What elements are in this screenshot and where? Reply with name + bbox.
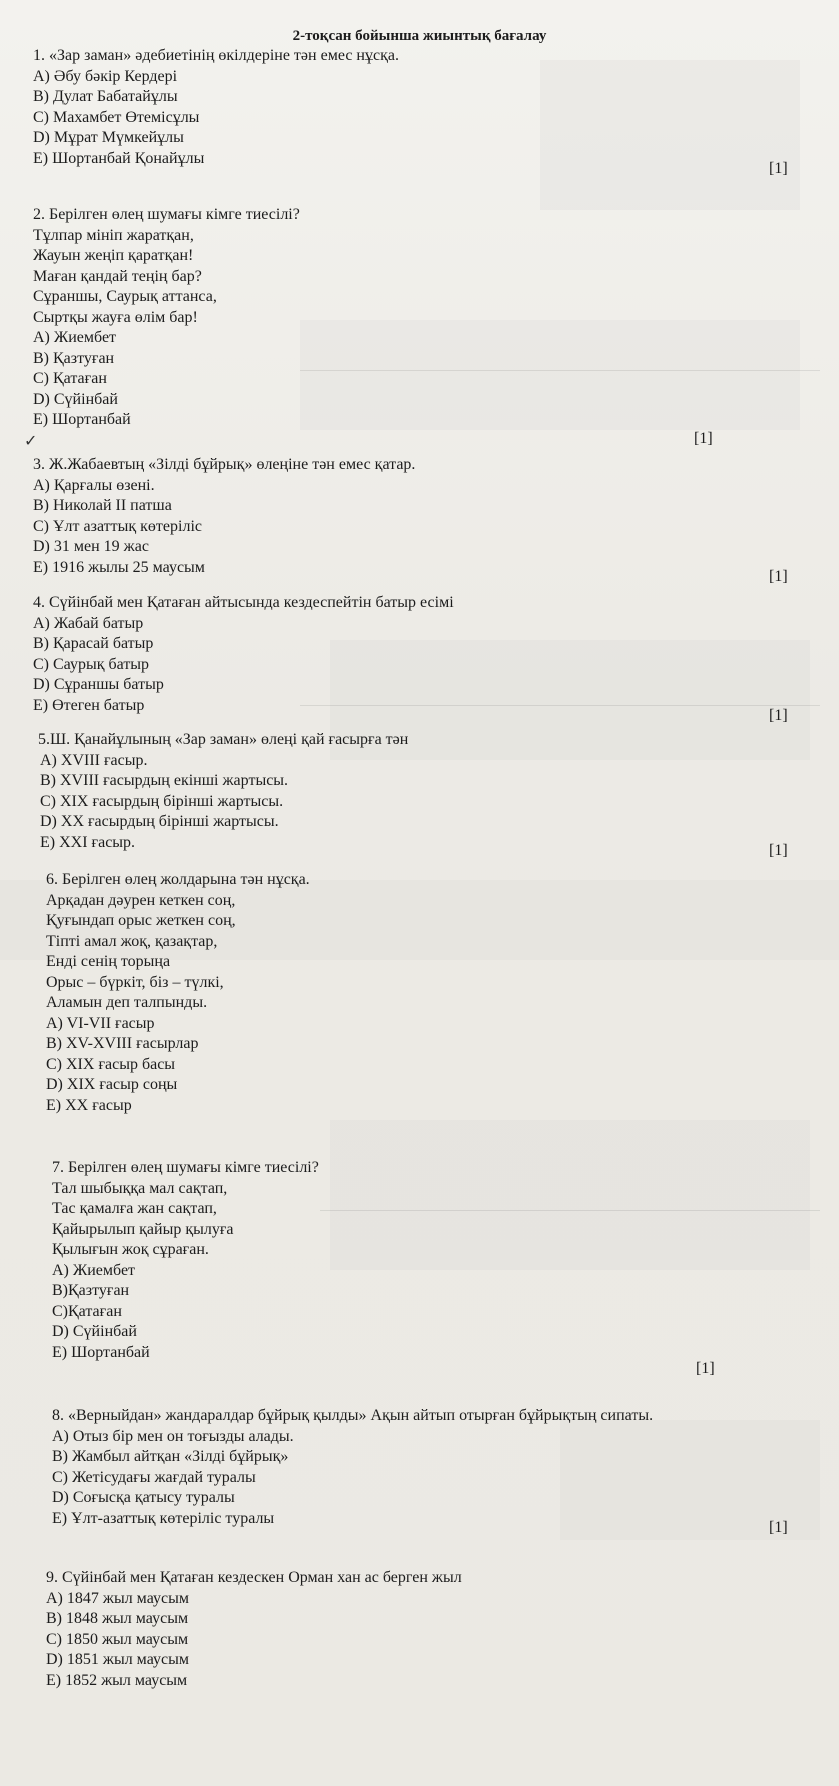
answer-option: E) Шортанбай Қонайұлы xyxy=(33,149,205,167)
answer-option: B) 1848 жыл маусым xyxy=(46,1610,189,1627)
question-7 xyxy=(52,1158,319,1363)
score-mark: [1] xyxy=(696,1360,715,1377)
bleed-through-block xyxy=(330,1120,810,1270)
bleed-through-block xyxy=(540,60,800,210)
question-text: 9. Сүйінбай мен Қатаған кездескен Орман хан ас берген жыл xyxy=(46,1569,462,1586)
page-title: 2-тоқсан бойынша жиынтық бағалау xyxy=(292,28,547,44)
answer-option: B) Қазтуған xyxy=(33,349,115,367)
answer-option: D) XIX ғасыр соңы xyxy=(46,1076,178,1093)
question-6 xyxy=(46,870,310,1116)
verse-line: Арқадан дәурен кеткен соң, xyxy=(46,891,236,909)
answer-option: A) Әбу бәкір Кердері xyxy=(33,67,178,85)
answer-option: C) Қатаған xyxy=(33,370,107,387)
verse-line: Орыс – бүркіт, біз – түлкі, xyxy=(46,973,224,991)
answer-option: D) Соғысқа қатысу туралы xyxy=(52,1489,235,1506)
question-2 xyxy=(33,205,300,431)
answer-option: D) 31 мен 19 жас xyxy=(33,538,149,555)
answer-option: D) 1851 жыл маусым xyxy=(46,1651,189,1668)
score-mark: [1] xyxy=(769,160,788,177)
bleed-through-line xyxy=(320,1210,820,1211)
answer-option: B) Дулат Бабатайұлы xyxy=(33,88,178,105)
answer-option: A) Отыз бір мен он тоғызды алады. xyxy=(52,1427,294,1445)
answer-option: B) Николай II патша xyxy=(33,497,172,514)
answer-option: B) XVIII ғасырдың екінші жартысы. xyxy=(40,772,289,789)
answer-option: C) XIX ғасыр басы xyxy=(46,1055,176,1073)
bleed-through-block xyxy=(300,320,800,430)
question-text: 5.Ш. Қанайұлының «Зар заман» өлеңі қай ғасырға тән xyxy=(38,731,409,748)
verse-line: Жауын жеңіп қаратқан! xyxy=(33,247,194,264)
verse-line: Аламын деп талпынды. xyxy=(46,994,208,1011)
answer-option: D) Мұрат Мүмкейұлы xyxy=(33,129,184,146)
verse-line: Тұлпар мініп жаратқан, xyxy=(33,226,194,244)
answer-option: D) Сүйінбай xyxy=(52,1323,137,1340)
handwritten-check-mark: ✓ xyxy=(24,433,38,450)
question-text: 3. Ж.Жабаевтың «Зілді бұйрық» өлеңіне тән емес қатар. xyxy=(33,456,416,473)
verse-line: Қылығын жоқ сұраған. xyxy=(52,1241,209,1258)
verse-line: Қуғындап орыс жеткен соң, xyxy=(46,912,236,929)
answer-option: E) XX ғасыр xyxy=(46,1096,132,1114)
answer-option: A) Жиембет xyxy=(33,329,117,346)
answer-option: B)Қазтуған xyxy=(52,1282,130,1299)
answer-option: C) Саурық батыр xyxy=(33,655,150,673)
verse-line: Маған қандай теңің бар? xyxy=(33,267,202,285)
answer-option: C) Махамбет Өтемісұлы xyxy=(33,108,200,126)
answer-option: D) XX ғасырдың бірінші жартысы. xyxy=(40,813,279,830)
score-mark: [1] xyxy=(769,568,788,585)
answer-option: A) 1847 жыл маусым xyxy=(46,1589,189,1607)
answer-option: C) Ұлт азаттық көтеріліс xyxy=(33,517,202,535)
answer-option: B) XV-XVIII ғасырлар xyxy=(46,1035,199,1052)
bleed-through-line xyxy=(300,370,820,371)
question-text: 6. Берілген өлең жолдарына тән нұсқа. xyxy=(46,871,310,888)
answer-option: D) Сұраншы батыр xyxy=(33,676,164,693)
answer-option: A) XVIII ғасыр. xyxy=(40,751,148,769)
verse-line: Қайырылып қайыр қылуға xyxy=(52,1220,234,1238)
score-mark: [1] xyxy=(769,707,788,724)
answer-option: E) 1852 жыл маусым xyxy=(46,1671,188,1689)
answer-option: C) 1850 жыл маусым xyxy=(46,1630,189,1648)
answer-option: B) Жамбыл айтқан «Зілді бұйрық» xyxy=(52,1448,289,1465)
score-mark: [1] xyxy=(769,1519,788,1536)
verse-line: Сұраншы, Саурық аттанса, xyxy=(33,288,217,305)
question-text: 7. Берілген өлең шумағы кімге тиесілі? xyxy=(52,1159,319,1176)
answer-option: A) Жиембет xyxy=(52,1261,136,1279)
answer-option: D) Сүйінбай xyxy=(33,390,118,408)
answer-option: E) XXI ғасыр. xyxy=(40,833,136,851)
answer-option: E) Шортанбай xyxy=(52,1343,150,1361)
score-mark: [1] xyxy=(694,430,713,447)
score-mark: [1] xyxy=(769,842,788,859)
answer-option: E) 1916 жылы 25 маусым xyxy=(33,558,205,576)
question-3 xyxy=(33,455,415,578)
answer-option: E) Өтеген батыр xyxy=(33,696,145,714)
question-5 xyxy=(40,730,408,853)
answer-option: A) VI-VII ғасыр xyxy=(46,1014,155,1032)
verse-line: Енді сенің торыңа xyxy=(46,953,171,970)
answer-option: B) Қарасай батыр xyxy=(33,635,154,652)
question-1 xyxy=(33,46,399,169)
verse-line: Тас қамалға жан сақтап, xyxy=(52,1200,217,1217)
answer-option: A) Қарғалы өзені. xyxy=(33,476,155,494)
verse-line: Тал шыбыққа мал сақтап, xyxy=(52,1179,228,1197)
verse-line: Тіпті амал жоқ, қазақтар, xyxy=(46,932,218,950)
question-4 xyxy=(33,593,454,716)
answer-option: C) XIX ғасырдың бірінші жартысы. xyxy=(40,792,284,810)
answer-option: A) Жабай батыр xyxy=(33,614,144,632)
answer-option: E) Ұлт-азаттық көтеріліс туралы xyxy=(52,1509,275,1527)
answer-option: E) Шортанбай xyxy=(33,411,131,428)
verse-line: Сыртқы жауға өлім бар! xyxy=(33,308,198,326)
answer-option: C) Жетісудағы жағдай туралы xyxy=(52,1468,256,1486)
question-text: 4. Сүйінбай мен Қатаған айтысында кездеспейтін батыр есімі xyxy=(33,594,454,611)
question-8 xyxy=(52,1406,653,1529)
question-text: 1. «Зар заман» әдебиетінің өкілдеріне тән емес нұсқа. xyxy=(33,47,399,64)
question-9 xyxy=(46,1568,462,1691)
question-text: 8. «Верныйдан» жандаралдар бұйрық қылды» Ақын айтып отырған бұйрықтың сипаты. xyxy=(52,1407,654,1424)
question-text: 2. Берілген өлең шумағы кімге тиесілі? xyxy=(33,206,300,223)
answer-option: C)Қатаған xyxy=(52,1302,122,1320)
